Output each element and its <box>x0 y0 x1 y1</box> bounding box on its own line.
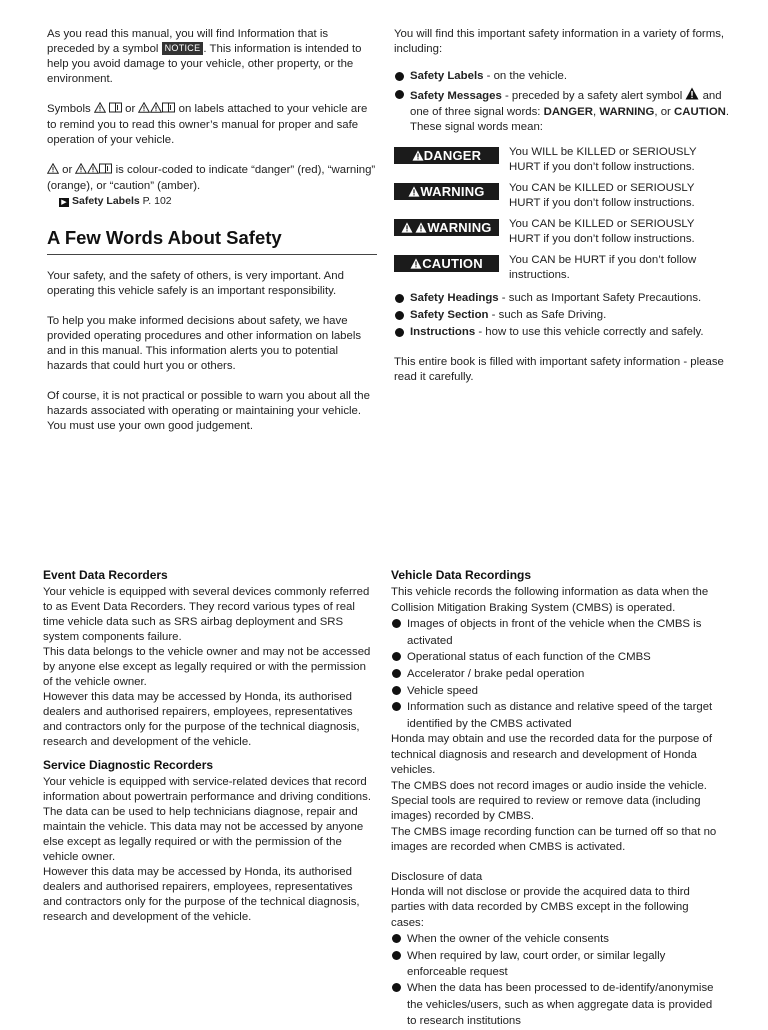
warning-label: WARNING <box>394 183 499 200</box>
disclosure-cases-list <box>391 931 723 1029</box>
warning-meaning: You CAN be KILLED or SERIOUSLY HURT if you don’t follow instructions. <box>509 182 695 209</box>
notice-badge: NOTICE <box>162 42 204 55</box>
caution-label: CAUTION <box>394 255 499 272</box>
closing-note: This entire book is filled with important safety information - please read it carefully. <box>394 356 724 383</box>
sdr-paragraph-2: However this data may be accessed by Honda, its authorised dealers and authorised repairers, employees, representatives and contractors only for the purpose of the technical diagnosis, research and development of the vehicle. <box>43 866 360 923</box>
list-item: When the owner of the vehicle consents <box>391 931 723 947</box>
list-item: Operational status of each function of the CMBS <box>391 649 723 666</box>
list-item: Safety Section - such as Safe Driving. <box>394 308 730 323</box>
edr-paragraph-1: Your vehicle is equipped with several devices commonly referred to as Event Data Recorders. They record various types of real time vehicle data such as SRS airbag deployment and SRS system components failure. <box>43 586 370 643</box>
signal-row-warning <box>394 181 730 217</box>
bottom-left-column <box>43 568 373 925</box>
top-right-column <box>394 27 730 385</box>
list-item: Accelerator / brake pedal operation <box>391 666 723 683</box>
list-item: Instructions - how to use this vehicle correctly and safely. <box>394 325 730 340</box>
colour-code-paragraph: or is colour-coded to indicate “danger” (red), “warning” (orange), or “caution” (amber). <box>47 164 376 192</box>
edr-paragraph-2: This data belongs to the vehicle owner and may not be accessed by anyone else except as legally required or with the permission of the vehicle owner. <box>43 646 371 688</box>
list-item: Information such as distance and relative speed of the target identified by the CMBS activated <box>391 699 723 732</box>
signal-row-danger <box>394 145 730 181</box>
alert-triangle-icon <box>150 102 162 118</box>
vdr-paragraph-1: Honda may obtain and use the recorded data for the purpose of technical diagnosis and research and development of Honda vehicles. <box>391 733 713 777</box>
forms-list <box>394 69 730 135</box>
list-item: Vehicle speed <box>391 683 723 700</box>
signal-words-table <box>394 145 730 289</box>
signal-row-warning-double <box>394 217 730 253</box>
edr-paragraph-3: However this data may be accessed by Honda, its authorised dealers and authorised repairers, employees, representatives and contractors only for the purpose of the technical diagnosis, research and development of the vehicle. <box>43 691 360 748</box>
vdr-intro: This vehicle records the following information as data when the Collision Mitigation Braking System (CMBS) is operated. <box>391 586 709 614</box>
warning-double-meaning: You CAN be KILLED or SERIOUSLY HURT if you don’t follow instructions. <box>509 218 695 245</box>
list-item: When the data has been processed to de-identify/anonymise the vehicles/users, such as when aggregate data is provided to research institutions <box>391 980 723 1029</box>
disclosure-intro: Honda will not disclose or provide the acquired data to third parties with data recorded by CMBS except in the following cases: <box>391 886 690 929</box>
vdr-paragraph-2: The CMBS does not record images or audio inside the vehicle. Special tools are required to review or remove data (including images) recorded by CMBS. <box>391 779 707 823</box>
safety-paragraph-2: To help you make informed decisions about safety, we have provided operating procedures and other information on labels and in this manual. This information alerts you to potential hazards that could hurt you or others. <box>47 315 362 372</box>
cross-reference-arrow-icon: ▶ <box>59 198 69 207</box>
disclosure-title: Disclosure of data <box>391 870 483 883</box>
safety-paragraph-3: Of course, it is not practical or possible to warn you about all the hazards associated with operating or maintaining your vehicle. You must use your own good judgement. <box>47 390 370 432</box>
section-title: A Few Words About Safety <box>47 227 377 255</box>
service-diagnostic-recorders-heading: Service Diagnostic Recorders <box>43 758 214 772</box>
read-manual-icon <box>162 102 175 118</box>
notice-paragraph: As you read this manual, you will find Information that is preceded by a symbol NOTICE . This information is intended to help you avoid damage to your vehicle, other property, or the environment. <box>47 28 362 85</box>
alert-triangle-icon <box>75 163 87 179</box>
symbols-paragraph: Symbols or on labels attached to your vehicle are to remind you to read this owner’s manual for proper and safe operation of your vehicle. <box>47 103 368 146</box>
safety-alert-symbol-icon <box>685 87 699 105</box>
list-item: When required by law, court order, or similar legally enforceable request <box>391 948 723 981</box>
event-data-recorders-heading: Event Data Recorders <box>43 568 168 582</box>
list-item: Safety Labels - on the vehicle. <box>394 69 730 84</box>
forms-intro: You will find this important safety information in a variety of forms, including: <box>394 28 725 55</box>
vdr-paragraph-3: The CMBS image recording function can be turned off so that no images are recorded when CMBS is activated. <box>391 825 717 854</box>
sdr-paragraph-1: Your vehicle is equipped with service-related devices that record information about powertrain performance and driving conditions. The data can be used to help technicians diagnose, repair and maintain the vehicle. This data may not be accessed by anyone else except as legally required or with the permission of the vehicle owner. <box>43 776 371 863</box>
list-item: Images of objects in front of the vehicle when the CMBS is activated <box>391 616 723 649</box>
recorded-data-list <box>391 616 723 732</box>
danger-meaning: You WILL be KILLED or SERIOUSLY HURT if you don’t follow instructions. <box>509 146 697 173</box>
signal-row-caution <box>394 253 730 289</box>
list-item: Safety Messages - preceded by a safety alert symbol and one of three signal words: DANGER, WARNING, or CAUTION. These signal words mean: <box>394 87 730 135</box>
bottom-right-column <box>391 568 723 1030</box>
vehicle-data-recordings-heading: Vehicle Data Recordings <box>391 568 532 582</box>
safety-paragraph-1: Your safety, and the safety of others, is very important. And operating this vehicle safely is an important responsibility. <box>47 270 344 297</box>
list-item: Safety Headings - such as Important Safety Precautions. <box>394 291 730 306</box>
more-forms-list <box>394 291 730 340</box>
caution-meaning: You CAN be HURT if you don’t follow instructions. <box>509 254 697 281</box>
top-left-column <box>47 27 377 434</box>
alert-triangle-icon <box>87 163 99 179</box>
alert-triangle-icon <box>138 102 150 118</box>
alert-triangle-icon <box>47 163 59 179</box>
warning-double-label: WARNING <box>394 219 499 236</box>
read-manual-icon <box>99 163 112 179</box>
alert-triangle-icon <box>94 102 106 118</box>
danger-label: DANGER <box>394 147 499 164</box>
safety-labels-xref[interactable]: ▶ Safety Labels P. 102 <box>47 194 377 209</box>
read-manual-icon <box>109 102 122 118</box>
